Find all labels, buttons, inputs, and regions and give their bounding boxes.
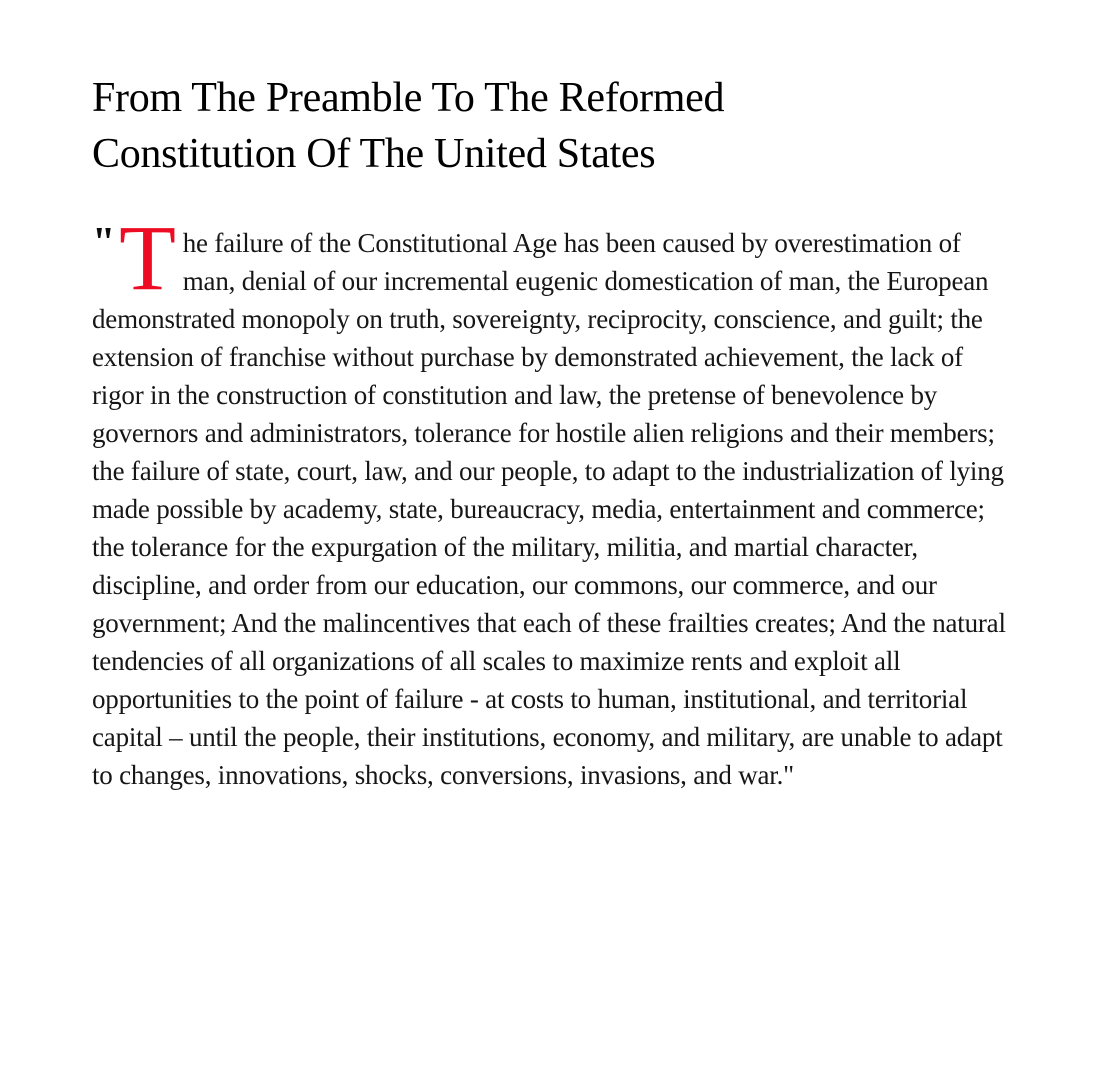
article-content [92,70,1014,794]
page-title-line-1: From The Preamble To The Reformed [92,75,725,121]
quote-body-text: he failure of the Constitutional Age has been caused by overestimation of man, denial of our incremental eugenic domestication of man, the European demonstrated monopoly on truth, sovereignty, reciprocity, conscience, and guilt; the extension of franchise without purchase by demonstrated achievement, the lack of rigor in the construction of constitution and law, the pretense of benevolence by governors and administrators, tolerance for hostile alien religions and their members; the failure of state, court, law, and our people, to adapt to the industrialization of lying made possible by academy, state, bureaucracy, media, entertainment and commerce; the tolerance for the expurgation of the military, militia, and martial character, discipline, and order from our education, our commons, our commerce, and our government; And the malincentives that each of these frailties creates; And the natural tendencies of all organizations of all scales to maximize rents and exploit all opportunities to the point of failure - at costs to human, institutional, and territorial capital – until the people, their institutions, economy, and military, are unable to adapt to changes, innovations, shocks, conversions, invasions, and war." [92,228,1006,790]
dropcap-letter-t: T [119,207,176,310]
page-title [92,70,1014,182]
page-title-line-2: Constitution Of The United States [92,131,656,177]
quote-paragraph [92,207,1014,794]
opening-quote-mark: " [92,220,116,266]
